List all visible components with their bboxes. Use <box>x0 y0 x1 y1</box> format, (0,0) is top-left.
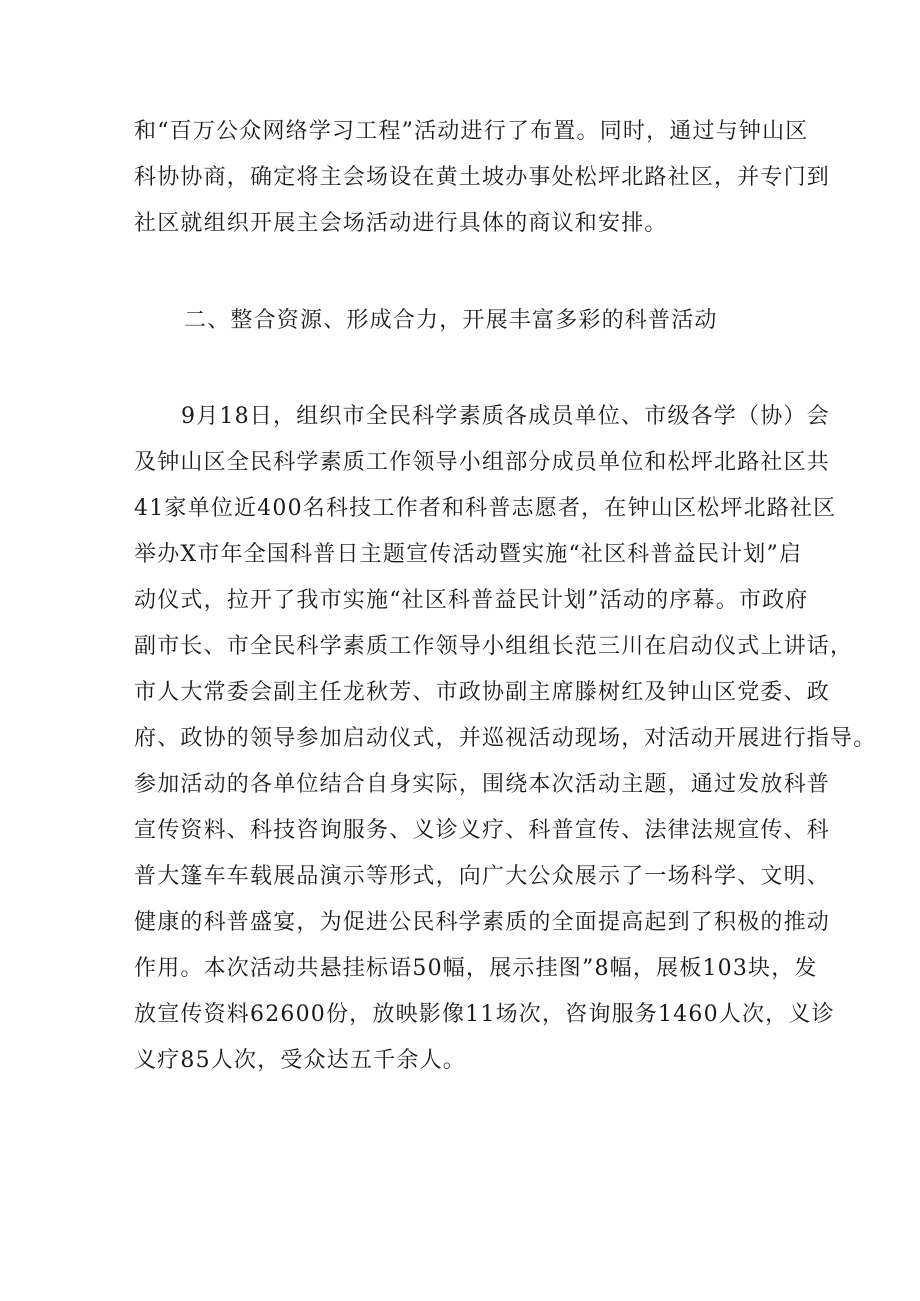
paragraph-body-line-6: 副市长、市全民科学素质工作领导小组组长范三川在启动仪式上讲话， <box>134 634 854 659</box>
paragraph-body-line-12: 健康的科普盛宴，为促进公民科学素质的全面提高起到了积极的推动 <box>134 910 831 935</box>
paragraph-body-line-2: 及钟山区全民科学素质工作领导小组部分成员单位和松坪北路社区共 <box>134 450 831 475</box>
paragraph-body-line-13: 作用。本次活动共悬挂标语50幅，展示挂图”8幅，展板103块，发 <box>134 956 818 981</box>
paragraph-intro-line-3: 社区就组织开展主会场活动进行具体的商议和安排。 <box>134 211 668 236</box>
paragraph-intro-line-2: 科协协商，确定将主会场设在黄土坡办事处松坪北路社区，并专门到 <box>134 165 831 190</box>
paragraph-body-line-15: 义疗85人次，受众达五千余人。 <box>134 1048 466 1073</box>
section-heading: 二、整合资源、形成合力，开展丰富多彩的科普活动 <box>184 308 718 333</box>
paragraph-body-line-1: 9月18日，组织市全民科学素质各成员单位、市级各学（协）会 <box>181 404 830 429</box>
paragraph-intro-line-1: 和“百万公众网络学习工程”活动进行了布置。同时，通过与钟山区 <box>134 119 809 144</box>
paragraph-body-line-9: 参加活动的各单位结合自身实际，围绕本次活动主题，通过发放科普 <box>134 772 831 797</box>
paragraph-body-line-5: 动仪式，拉开了我市实施“社区科普益民计划”活动的序幕。市政府 <box>134 588 809 613</box>
paragraph-body-line-7: 市人大常委会副主任龙秋芳、市政协副主席滕树红及钟山区党委、政 <box>134 680 831 705</box>
paragraph-body-line-8: 府、政协的领导参加启动仪式，并巡视活动现场，对活动开展进行指导。 <box>134 726 877 751</box>
paragraph-body-line-3: 41家单位近400名科技工作者和科普志愿者，在钟山区松坪北路社区 <box>134 496 837 521</box>
paragraph-body-line-4: 举办X市年全国科普日主题宣传活动暨实施“社区科普益民计划”启 <box>134 542 803 567</box>
paragraph-body-line-11: 普大篷车车载展品演示等形式，向广大公众展示了一场科学、文明、 <box>134 864 831 889</box>
paragraph-body-line-10: 宣传资料、科技咨询服务、义诊义疗、科普宣传、法律法规宣传、科 <box>134 818 831 843</box>
paragraph-body-line-14: 放宣传资料62600份，放映影像11场次，咨询服务1460人次，义诊 <box>134 1002 835 1027</box>
